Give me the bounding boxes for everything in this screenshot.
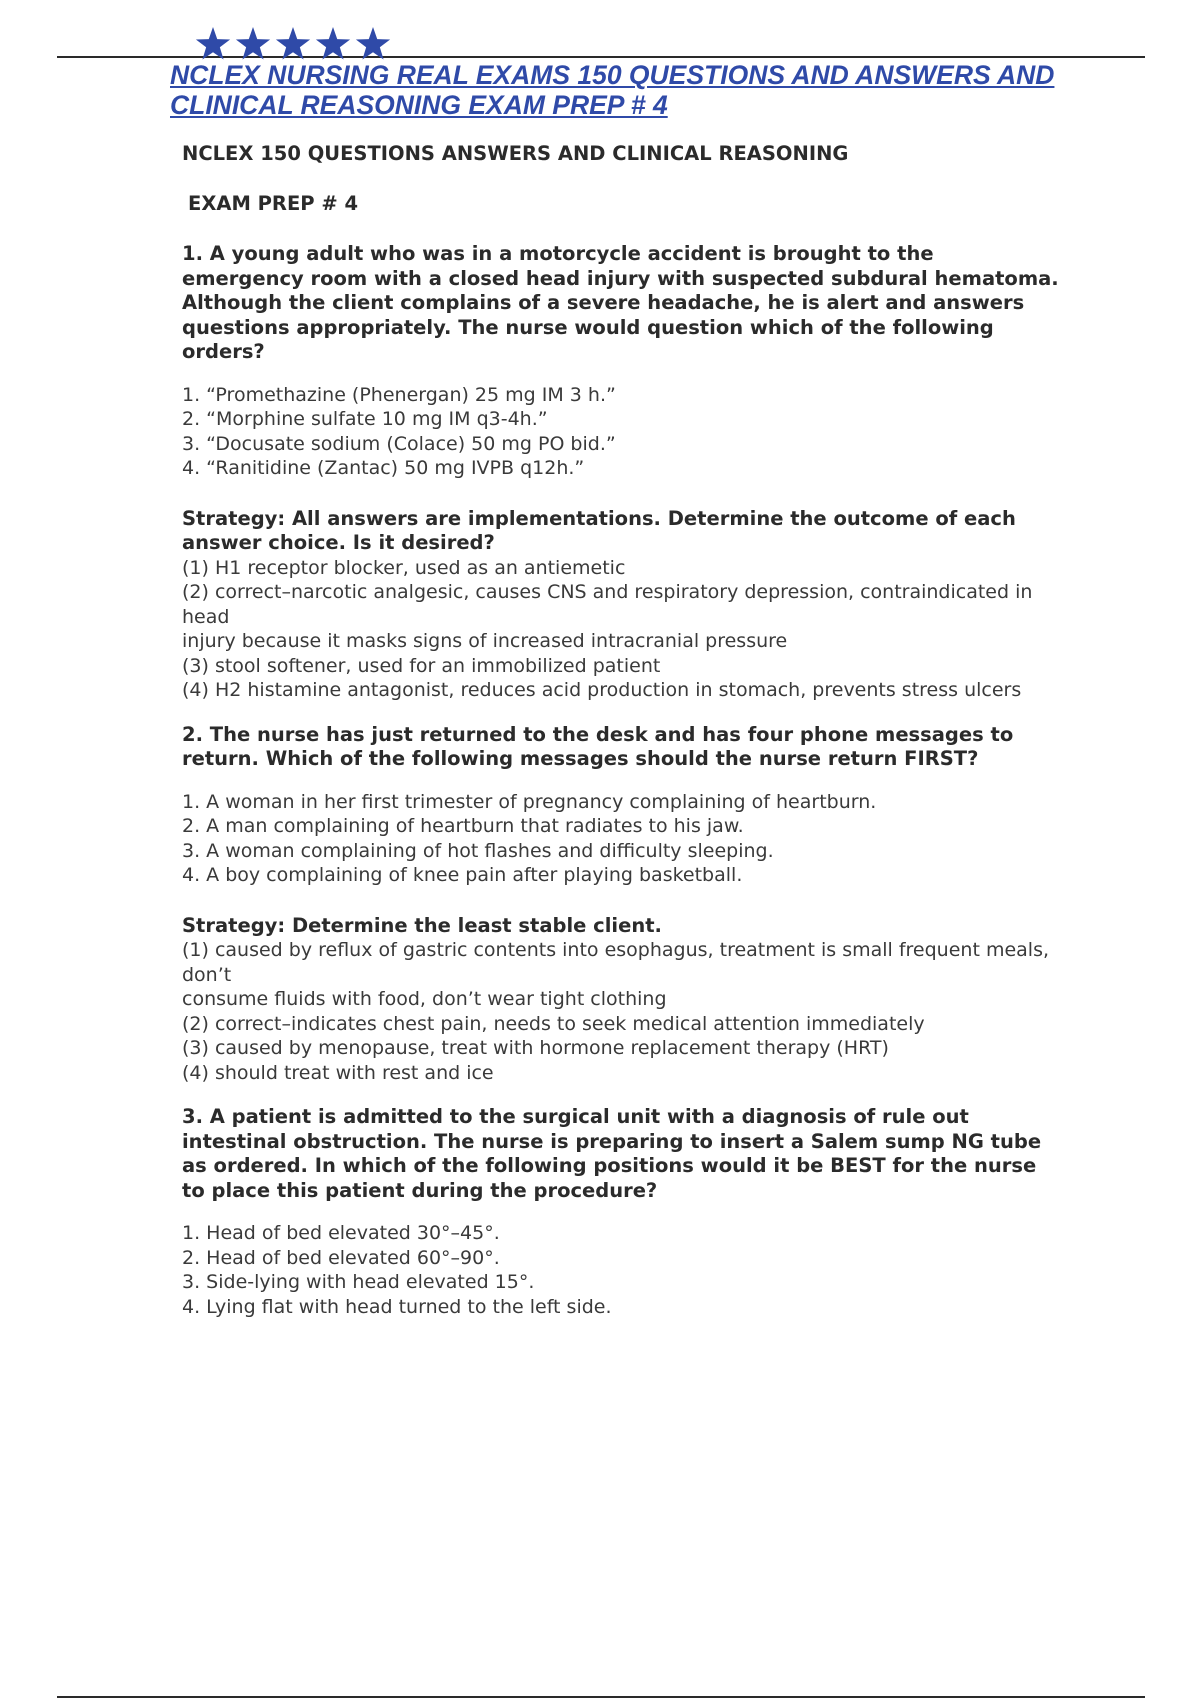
question-text: 2. The nurse has just returned to the desk and has four phone messages to return. Which of the following messages should the nurse return FIRST? (182, 722, 1014, 770)
rating-stars (193, 26, 393, 64)
answer-options (182, 790, 1062, 888)
question-block (182, 723, 1062, 1086)
strategy-line: (3) caused by menopause, treat with hormone replacement therapy (HRT) (182, 1037, 889, 1059)
strategy-title: Strategy: Determine the least stable client. (182, 913, 662, 937)
answer-option: 4. “Ranitidine (Zantac) 50 mg IVPB q12h.” (182, 457, 585, 479)
answer-option: 3. “Docusate sodium (Colace) 50 mg PO bid.” (182, 432, 616, 455)
answer-options (182, 383, 1062, 481)
star-icon (236, 27, 270, 60)
strategy-line: (4) H2 histamine antagonist, reduces acid production in stomach, prevents stress ulcers (182, 679, 1022, 701)
star-icon (316, 27, 350, 60)
answer-option: 3. A woman complaining of hot flashes and difficulty sleeping. (182, 839, 774, 862)
question-text: 1. A young adult who was in a motorcycle accident is brought to the emergency room with a closed head injury with suspected subdural hematoma. Although the client complains of a severe headache, he is alert and answers questions appropriately. The nurse would question which of the following orders? (182, 242, 1059, 363)
title-line-2: CLINICAL REASONING EXAM PREP # 4 (170, 90, 668, 120)
answer-option: 4. Lying flat with head turned to the left side. (182, 1295, 612, 1318)
document-body (182, 142, 1062, 1319)
document-title-link[interactable] (170, 60, 1070, 120)
document-subheading: EXAM PREP # 4 (188, 192, 359, 215)
strategy-line: (2) correct–narcotic analgesic, causes CNS and respiratory depression, contraindicated in head (182, 581, 1033, 628)
strategy-block (182, 507, 1062, 703)
strategy-line: (3) stool softener, used for an immobilized patient (182, 654, 661, 677)
strategy-line: (1) caused by reflux of gastric contents into esophagus, treatment is small frequent meals, don’t (182, 939, 1050, 986)
strategy-line: (4) should treat with rest and ice (182, 1061, 494, 1084)
strategy-block (182, 914, 1062, 1086)
title-line-1: NCLEX NURSING REAL EXAMS 150 QUESTIONS AND ANSWERS AND (170, 60, 1055, 90)
answer-option: 3. Side-lying with head elevated 15°. (182, 1271, 535, 1293)
bottom-divider (57, 1696, 1145, 1698)
strategy-line: injury because it masks signs of increased intracranial pressure (182, 630, 788, 652)
strategy-line: (1) H1 receptor blocker, used as an antiemetic (182, 556, 626, 579)
star-icon (356, 27, 390, 60)
document-heading: NCLEX 150 QUESTIONS ANSWERS AND CLINICAL REASONING (182, 142, 849, 165)
question-block (182, 1105, 1062, 1319)
answer-option: 1. Head of bed elevated 30°–45°. (182, 1222, 500, 1244)
strategy-title: Strategy: All answers are implementations. Determine the outcome of each answer choice. Is it desired? (182, 506, 1016, 554)
answer-option: 2. Head of bed elevated 60°–90°. (182, 1246, 500, 1269)
star-icons (193, 26, 393, 64)
answer-options (182, 1221, 1062, 1319)
strategy-line: (2) correct–indicates chest pain, needs to seek medical attention immediately (182, 1012, 925, 1035)
answer-option: 1. “Promethazine (Phenergan) 25 mg IM 3 h.” (182, 383, 616, 406)
answer-option: 2. “Morphine sulfate 10 mg IM q3-4h.” (182, 408, 548, 430)
star-icon (196, 27, 230, 60)
answer-option: 1. A woman in her first trimester of pregnancy complaining of heartburn. (182, 790, 877, 813)
question-text: 3. A patient is admitted to the surgical unit with a diagnosis of rule out intestinal obstruction. The nurse is preparing to insert a Salem sump NG tube as ordered. In which of the following positions would it be BEST for the nurse to place this patient during the procedure? (182, 1105, 1042, 1202)
strategy-line: consume fluids with food, don’t wear tight clothing (182, 988, 667, 1010)
answer-option: 4. A boy complaining of knee pain after playing basketball. (182, 864, 743, 886)
answer-option: 2. A man complaining of heartburn that radiates to his jaw. (182, 815, 744, 837)
star-icon (276, 27, 310, 60)
question-block (182, 242, 1062, 703)
